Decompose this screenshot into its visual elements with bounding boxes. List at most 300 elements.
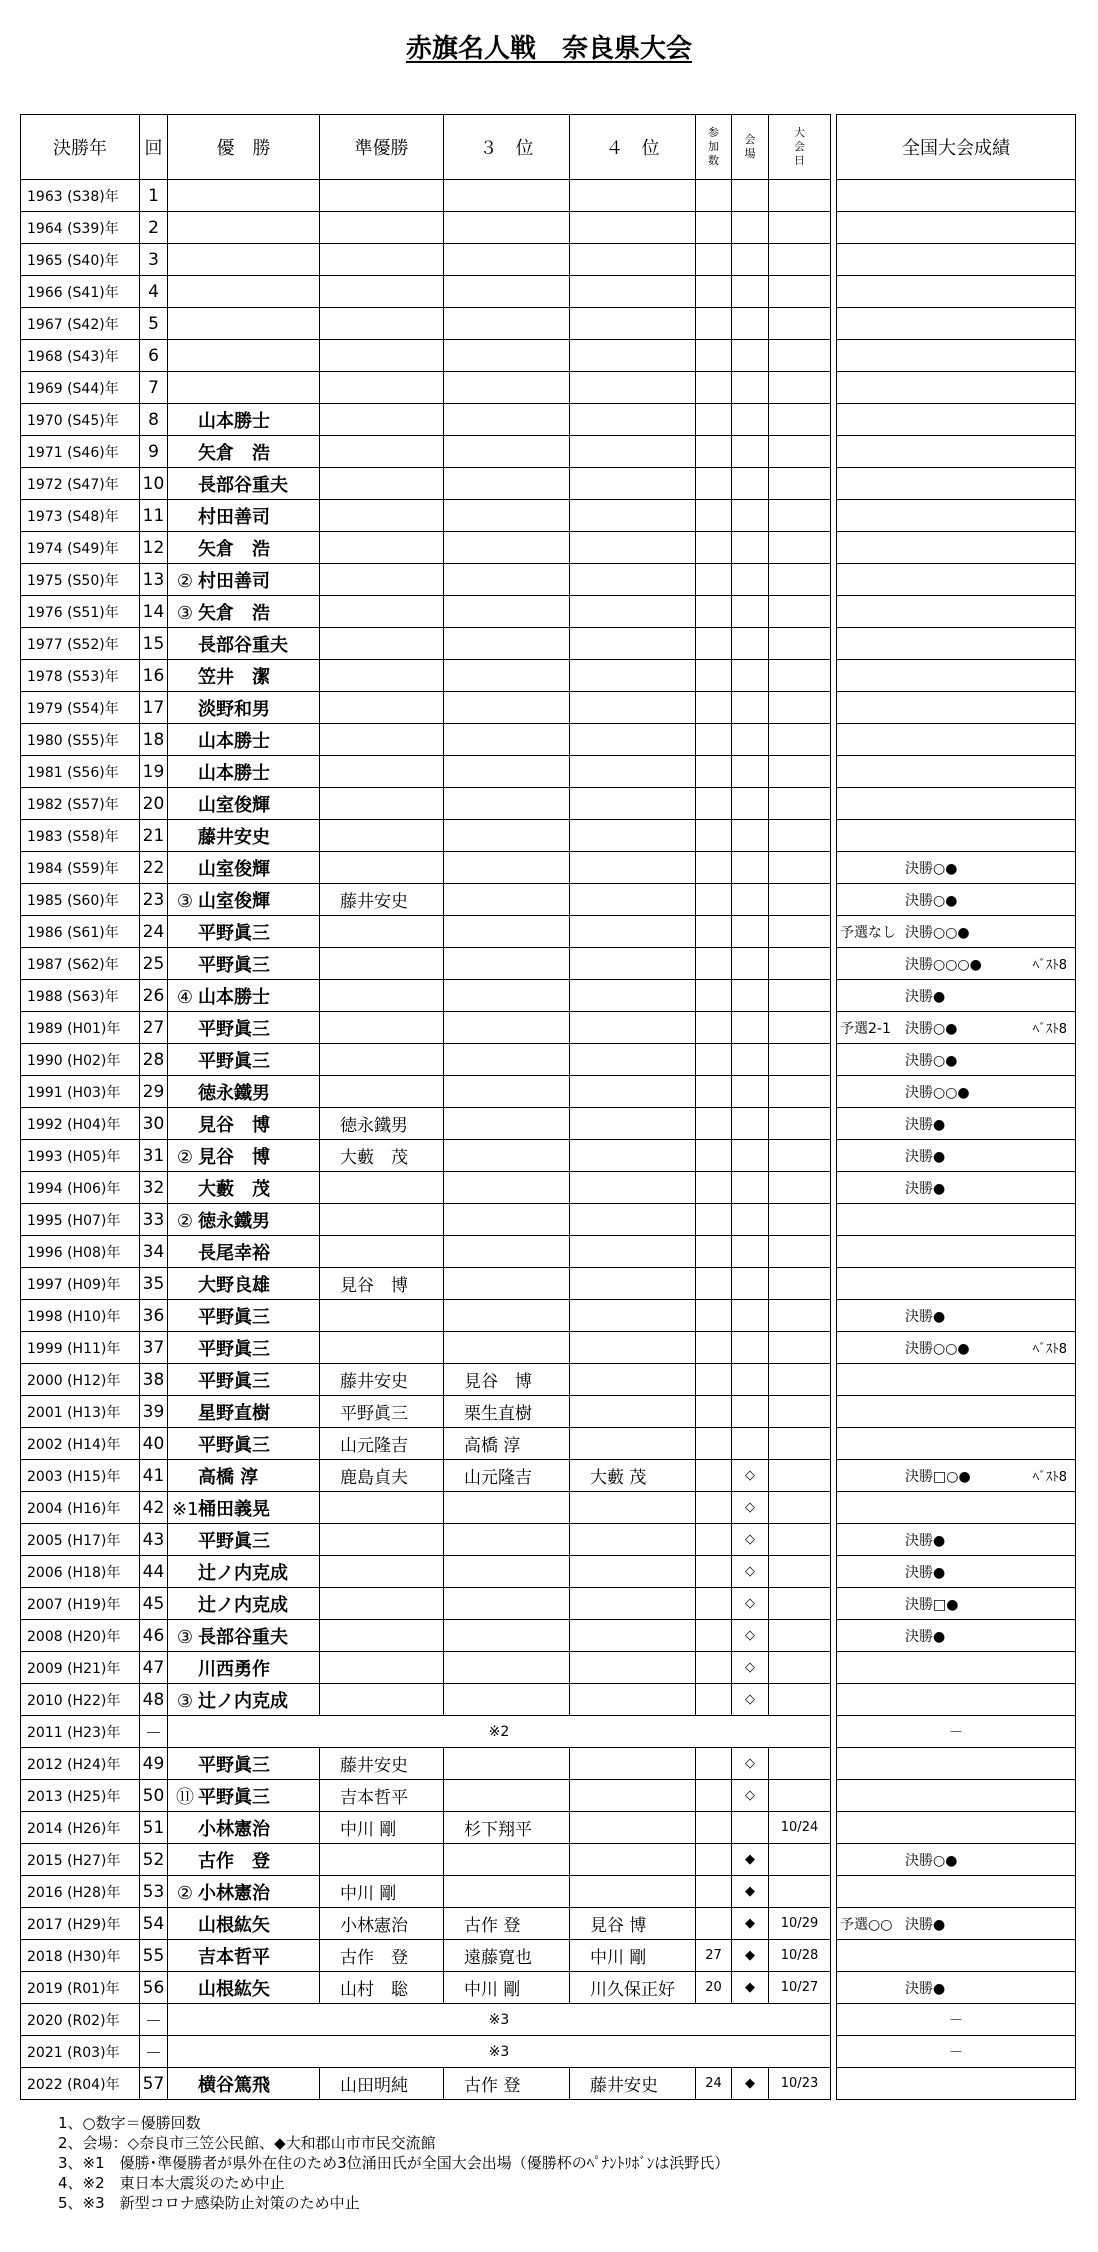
round-cell: 47 <box>140 1652 168 1684</box>
national-final: 決勝● <box>905 1917 946 1933</box>
round-cell: 44 <box>140 1556 168 1588</box>
fourth-place-cell <box>570 1428 696 1460</box>
winner-cell <box>168 212 320 244</box>
third-place-cell <box>444 1652 570 1684</box>
venue-cell <box>732 1076 769 1108</box>
date-cell <box>769 820 831 852</box>
runner-up-cell: 平野眞三 <box>320 1396 444 1428</box>
header-venue: 会 場 <box>732 115 769 180</box>
date-cell <box>769 1012 831 1044</box>
winner-cell <box>168 1972 320 2004</box>
table-row <box>21 1940 831 1972</box>
win-count-badge: ② <box>176 570 194 592</box>
national-result-cell <box>837 564 1076 596</box>
national-row <box>837 1844 1076 1876</box>
round-cell: 36 <box>140 1300 168 1332</box>
national-row <box>837 244 1076 276</box>
national-row <box>837 692 1076 724</box>
national-row <box>837 820 1076 852</box>
participants-cell <box>696 596 732 628</box>
third-place-cell <box>444 724 570 756</box>
participants-cell <box>696 980 732 1012</box>
table-row <box>21 1268 831 1300</box>
round-cell: 55 <box>140 1940 168 1972</box>
third-place-cell <box>444 1684 570 1716</box>
round-cell: 35 <box>140 1268 168 1300</box>
winner-cell <box>168 692 320 724</box>
winner-name: 山本勝士 <box>198 730 270 752</box>
venue-cell <box>732 404 769 436</box>
winner-name: 川西勇作 <box>198 1658 270 1680</box>
year-cell: 1995 (H07)年 <box>21 1204 140 1236</box>
third-place-cell <box>444 660 570 692</box>
national-result-cell <box>837 820 1076 852</box>
venue-cell <box>732 1396 769 1428</box>
win-count-badge: ※1 <box>172 1498 199 1520</box>
year-cell: 1985 (S60)年 <box>21 884 140 916</box>
table-row <box>21 308 831 340</box>
participants-cell <box>696 1140 732 1172</box>
fourth-place-cell <box>570 852 696 884</box>
national-row <box>837 1780 1076 1812</box>
table-row <box>21 1812 831 1844</box>
table-row <box>21 1108 831 1140</box>
table-row <box>21 1908 831 1940</box>
fourth-place-cell <box>570 724 696 756</box>
table-row <box>21 916 831 948</box>
runner-up-cell <box>320 308 444 340</box>
date-cell <box>769 1460 831 1492</box>
runner-up-cell <box>320 244 444 276</box>
year-cell: 1972 (S47)年 <box>21 468 140 500</box>
year-cell: 1996 (H08)年 <box>21 1236 140 1268</box>
winner-cell <box>168 1460 320 1492</box>
runner-up-cell <box>320 1044 444 1076</box>
national-result-cell <box>837 244 1076 276</box>
cancelled-cell: ※3 <box>168 2004 831 2036</box>
round-cell: 11 <box>140 500 168 532</box>
third-place-cell <box>444 1780 570 1812</box>
runner-up-cell: 大藪 茂 <box>320 1140 444 1172</box>
runner-up-cell <box>320 1588 444 1620</box>
round-cell: 40 <box>140 1428 168 1460</box>
table-row <box>21 404 831 436</box>
winner-name: 山根紘矢 <box>198 1914 270 1936</box>
participants-cell <box>696 1332 732 1364</box>
winner-name: 横谷篤飛 <box>198 2074 270 2096</box>
date-cell <box>769 948 831 980</box>
winner-cell <box>168 1428 320 1460</box>
runner-up-cell: 鹿島貞夫 <box>320 1460 444 1492</box>
winner-cell <box>168 1332 320 1364</box>
third-place-cell <box>444 1620 570 1652</box>
runner-up-cell <box>320 468 444 500</box>
national-row <box>837 468 1076 500</box>
runner-up-cell <box>320 980 444 1012</box>
national-final: 決勝● <box>905 1117 946 1133</box>
table-row <box>21 340 831 372</box>
header-participants: 参 加 数 <box>696 115 732 180</box>
year-cell: 1984 (S59)年 <box>21 852 140 884</box>
national-row <box>837 1972 1076 2004</box>
cancelled-cell: ※3 <box>168 2036 831 2068</box>
winner-name: 平野眞三 <box>198 954 270 976</box>
participants-cell <box>696 180 732 212</box>
national-result-cell <box>837 660 1076 692</box>
winner-cell <box>168 532 320 564</box>
national-result-cell <box>837 1332 1076 1364</box>
header-runner-up: 準優勝 <box>320 115 444 180</box>
winner-cell <box>168 2068 320 2100</box>
national-final: 決勝● <box>905 1149 946 1165</box>
third-place-cell <box>444 756 570 788</box>
fourth-place-cell <box>570 276 696 308</box>
national-row <box>837 1940 1076 1972</box>
national-result-cell <box>837 1780 1076 1812</box>
year-cell: 1992 (H04)年 <box>21 1108 140 1140</box>
table-row <box>21 724 831 756</box>
national-result-cell <box>837 404 1076 436</box>
table-row <box>21 1364 831 1396</box>
round-cell: 25 <box>140 948 168 980</box>
runner-up-cell <box>320 1012 444 1044</box>
third-place-cell <box>444 1844 570 1876</box>
national-prelim: 予選なし <box>840 925 896 941</box>
fourth-place-cell <box>570 788 696 820</box>
round-cell: 12 <box>140 532 168 564</box>
date-cell: 10/28 <box>769 1940 831 1972</box>
win-count-badge: ③ <box>176 890 194 912</box>
year-cell: 2007 (H19)年 <box>21 1588 140 1620</box>
national-result-cell <box>837 1876 1076 1908</box>
winner-name: 桶田義晃 <box>198 1498 270 1520</box>
participants-cell <box>696 756 732 788</box>
table-row <box>21 180 831 212</box>
winner-cell <box>168 564 320 596</box>
round-cell: 13 <box>140 564 168 596</box>
winner-cell <box>168 756 320 788</box>
winner-cell <box>168 1524 320 1556</box>
national-result-cell <box>837 1428 1076 1460</box>
year-cell: 2006 (H18)年 <box>21 1556 140 1588</box>
venue-cell <box>732 1172 769 1204</box>
venue-cell <box>732 276 769 308</box>
year-cell: 1964 (S39)年 <box>21 212 140 244</box>
fourth-place-cell <box>570 244 696 276</box>
winner-cell <box>168 180 320 212</box>
runner-up-cell: 吉本哲平 <box>320 1780 444 1812</box>
cancelled-cell: ※2 <box>168 1716 831 1748</box>
winner-name: 山本勝士 <box>198 986 270 1008</box>
runner-up-cell: 古作 登 <box>320 1940 444 1972</box>
fourth-place-cell <box>570 1300 696 1332</box>
national-row <box>837 1812 1076 1844</box>
runner-up-cell: 小林憲治 <box>320 1908 444 1940</box>
national-final: 決勝○○● <box>905 925 970 941</box>
winner-name: 長尾幸裕 <box>198 1242 270 1264</box>
national-row <box>837 1172 1076 1204</box>
national-dash: － <box>949 2012 963 2029</box>
venue-cell <box>732 692 769 724</box>
runner-up-cell: 藤井安史 <box>320 1748 444 1780</box>
third-place-cell <box>444 276 570 308</box>
participants-cell <box>696 564 732 596</box>
national-best: ﾍﾞｽﾄ8 <box>1032 1022 1067 1037</box>
national-result-cell <box>837 1460 1076 1492</box>
national-result-cell <box>837 1620 1076 1652</box>
round-cell: 19 <box>140 756 168 788</box>
date-cell <box>769 1748 831 1780</box>
runner-up-cell <box>320 276 444 308</box>
year-cell: 1965 (S40)年 <box>21 244 140 276</box>
win-count-badge: ③ <box>176 1626 194 1648</box>
national-result-cell <box>837 1268 1076 1300</box>
third-place-cell <box>444 244 570 276</box>
date-cell <box>769 980 831 1012</box>
venue-cell <box>732 596 769 628</box>
venue-cell <box>732 1428 769 1460</box>
winner-cell <box>168 980 320 1012</box>
round-cell: 41 <box>140 1460 168 1492</box>
national-result-cell <box>837 532 1076 564</box>
winner-name: 徳永鐵男 <box>198 1210 270 1232</box>
winner-cell <box>168 1396 320 1428</box>
date-cell <box>769 372 831 404</box>
national-row <box>837 564 1076 596</box>
winner-cell <box>168 1844 320 1876</box>
national-result-cell <box>837 2036 1076 2068</box>
winner-cell <box>168 724 320 756</box>
winner-name: 平野眞三 <box>198 1754 270 1776</box>
fourth-place-cell <box>570 884 696 916</box>
national-result-cell <box>837 2068 1076 2100</box>
year-cell: 1988 (S63)年 <box>21 980 140 1012</box>
national-row <box>837 596 1076 628</box>
round-cell: 15 <box>140 628 168 660</box>
round-cell: 9 <box>140 436 168 468</box>
fourth-place-cell <box>570 980 696 1012</box>
date-cell <box>769 884 831 916</box>
runner-up-cell: 見谷 博 <box>320 1268 444 1300</box>
national-result-cell <box>837 1844 1076 1876</box>
participants-cell <box>696 660 732 692</box>
national-result-cell <box>837 1044 1076 1076</box>
year-cell: 1989 (H01)年 <box>21 1012 140 1044</box>
fourth-place-cell: 見谷 博 <box>570 1908 696 1940</box>
participants-cell <box>696 1588 732 1620</box>
round-cell: 7 <box>140 372 168 404</box>
fourth-place-cell <box>570 1140 696 1172</box>
national-row <box>837 1652 1076 1684</box>
winner-name: 矢倉 浩 <box>198 442 270 464</box>
round-cell: 49 <box>140 1748 168 1780</box>
year-cell: 1967 (S42)年 <box>21 308 140 340</box>
participants-cell <box>696 308 732 340</box>
national-row <box>837 436 1076 468</box>
year-cell: 1991 (H03)年 <box>21 1076 140 1108</box>
third-place-cell <box>444 1236 570 1268</box>
year-cell: 1998 (H10)年 <box>21 1300 140 1332</box>
date-cell <box>769 1780 831 1812</box>
winner-cell <box>168 852 320 884</box>
national-result-cell <box>837 948 1076 980</box>
date-cell <box>769 340 831 372</box>
winner-cell <box>168 1268 320 1300</box>
runner-up-cell <box>320 1204 444 1236</box>
date-cell <box>769 180 831 212</box>
date-cell <box>769 916 831 948</box>
venue-cell: ◆ <box>732 1972 769 2004</box>
date-cell <box>769 1684 831 1716</box>
table-row <box>21 1876 831 1908</box>
winner-cell <box>168 1108 320 1140</box>
date-cell <box>769 212 831 244</box>
winner-cell <box>168 244 320 276</box>
runner-up-cell <box>320 692 444 724</box>
runner-up-cell <box>320 1236 444 1268</box>
runner-up-cell <box>320 532 444 564</box>
year-cell: 2017 (H29)年 <box>21 1908 140 1940</box>
win-count-badge: ③ <box>176 1690 194 1712</box>
third-place-cell <box>444 916 570 948</box>
participants-cell <box>696 276 732 308</box>
fourth-place-cell: 藤井安史 <box>570 2068 696 2100</box>
national-result-cell <box>837 884 1076 916</box>
third-place-cell <box>444 1492 570 1524</box>
table-row <box>21 244 831 276</box>
fourth-place-cell <box>570 1684 696 1716</box>
national-result-cell <box>837 372 1076 404</box>
date-cell <box>769 1268 831 1300</box>
national-result-cell <box>837 1940 1076 1972</box>
venue-cell <box>732 1332 769 1364</box>
runner-up-cell <box>320 564 444 596</box>
national-result-cell <box>837 1012 1076 1044</box>
venue-cell <box>732 1012 769 1044</box>
fourth-place-cell <box>570 1204 696 1236</box>
national-row <box>837 276 1076 308</box>
fourth-place-cell <box>570 1780 696 1812</box>
date-cell <box>769 1204 831 1236</box>
winner-name: 山室俊輝 <box>198 858 270 880</box>
national-best: ﾍﾞｽﾄ8 <box>1032 958 1067 973</box>
participants-cell <box>696 1300 732 1332</box>
round-cell: 56 <box>140 1972 168 2004</box>
participants-cell <box>696 1684 732 1716</box>
winner-name: 平野眞三 <box>198 1050 270 1072</box>
third-place-cell <box>444 820 570 852</box>
fourth-place-cell <box>570 1364 696 1396</box>
winner-cell <box>168 340 320 372</box>
date-cell: 10/24 <box>769 1812 831 1844</box>
national-result-cell <box>837 2004 1076 2036</box>
national-result-cell <box>837 1204 1076 1236</box>
winner-name: 小林憲治 <box>198 1882 270 1904</box>
third-place-cell <box>444 1140 570 1172</box>
winner-name: 平野眞三 <box>198 1018 270 1040</box>
national-row <box>837 1492 1076 1524</box>
national-row <box>837 1620 1076 1652</box>
round-cell: 5 <box>140 308 168 340</box>
national-result-cell <box>837 692 1076 724</box>
venue-cell: ◆ <box>732 2068 769 2100</box>
national-row <box>837 1204 1076 1236</box>
venue-cell <box>732 916 769 948</box>
third-place-cell <box>444 1268 570 1300</box>
national-result-cell <box>837 852 1076 884</box>
national-final: 決勝○● <box>905 1853 958 1869</box>
national-final: 決勝○○● <box>905 1341 970 1357</box>
table-row <box>21 2036 831 2068</box>
results-table <box>20 114 831 2100</box>
year-cell: 2014 (H26)年 <box>21 1812 140 1844</box>
national-row <box>837 1332 1076 1364</box>
header-num: 回 <box>140 115 168 180</box>
participants-cell <box>696 532 732 564</box>
fourth-place-cell <box>570 1524 696 1556</box>
win-count-badge: ② <box>176 1146 194 1168</box>
national-row <box>837 2004 1076 2036</box>
national-result-cell <box>837 1716 1076 1748</box>
winner-cell <box>168 884 320 916</box>
footnote: 5、※3 新型コロナ感染防止対策のため中止 <box>58 2194 360 2212</box>
third-place-cell: 見谷 博 <box>444 1364 570 1396</box>
winner-cell <box>168 500 320 532</box>
table-row <box>21 1236 831 1268</box>
winner-cell <box>168 660 320 692</box>
runner-up-cell <box>320 1556 444 1588</box>
year-cell: 2018 (H30)年 <box>21 1940 140 1972</box>
runner-up-cell <box>320 404 444 436</box>
national-final: 決勝● <box>905 1181 946 1197</box>
national-row <box>837 1428 1076 1460</box>
round-cell: 4 <box>140 276 168 308</box>
national-row <box>837 788 1076 820</box>
year-cell: 1976 (S51)年 <box>21 596 140 628</box>
date-cell <box>769 756 831 788</box>
national-result-cell <box>837 1524 1076 1556</box>
third-place-cell <box>444 340 570 372</box>
third-place-cell <box>444 948 570 980</box>
national-result-cell <box>837 468 1076 500</box>
round-cell: 10 <box>140 468 168 500</box>
national-row <box>837 340 1076 372</box>
fourth-place-cell <box>570 1172 696 1204</box>
national-final: 決勝● <box>905 1981 946 1997</box>
national-result-cell <box>837 1236 1076 1268</box>
round-cell: 16 <box>140 660 168 692</box>
third-place-cell: 杉下翔平 <box>444 1812 570 1844</box>
venue-cell <box>732 372 769 404</box>
year-cell: 2002 (H14)年 <box>21 1428 140 1460</box>
participants-cell <box>696 1172 732 1204</box>
venue-cell: ◇ <box>732 1652 769 1684</box>
year-cell: 1993 (H05)年 <box>21 1140 140 1172</box>
win-count-badge: ② <box>176 1882 194 1904</box>
winner-name: 矢倉 浩 <box>198 602 270 624</box>
national-row <box>837 1556 1076 1588</box>
round-cell: － <box>140 2036 168 2068</box>
fourth-place-cell <box>570 468 696 500</box>
venue-cell <box>732 180 769 212</box>
year-cell: 1963 (S38)年 <box>21 180 140 212</box>
date-cell <box>769 692 831 724</box>
third-place-cell <box>444 1300 570 1332</box>
year-cell: 1997 (H09)年 <box>21 1268 140 1300</box>
table-row <box>21 1012 831 1044</box>
national-result-cell <box>837 308 1076 340</box>
winner-cell <box>168 1236 320 1268</box>
